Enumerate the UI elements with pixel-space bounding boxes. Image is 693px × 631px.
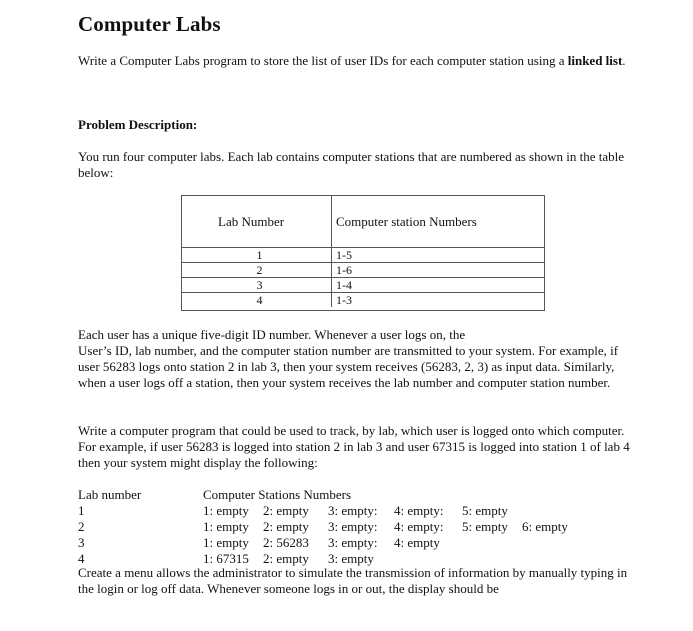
table-header-stations-label: Computer station Numbers — [336, 214, 477, 229]
problem-heading: Problem Description: — [78, 117, 198, 132]
table-row — [182, 277, 544, 292]
listing-cell: 2: empty — [263, 551, 309, 566]
intro-text: Write a Computer Labs program to store the list of user IDs for each computer station using a — [78, 53, 565, 68]
listing-cell: 4: empty: — [394, 503, 444, 518]
listing-header-lab: Lab number — [78, 487, 142, 502]
lab-table — [181, 195, 545, 311]
paragraph-user-ids-rest: User’s ID, lab number, and the computer station number are transmitted to your system. For example, if user 56283 logs onto station 2 in lab 3, then your system receives (56283, 2, 3) as input data. Similarly, when a user logs off a station, then your system receives the lab number and computer station number. — [78, 343, 619, 390]
listing-lab-number: 1 — [78, 503, 85, 518]
intro-period: . — [622, 53, 626, 68]
listing-lab-number: 4 — [78, 551, 85, 566]
table-header-lab-label: Lab Number — [218, 214, 285, 229]
intro-emphasis: linked list — [567, 53, 623, 68]
listing-cell: 5: empty — [462, 519, 508, 534]
table-cell-lab: 4 — [182, 293, 332, 307]
table-cell-lab: 1 — [182, 248, 332, 262]
table-cell-lab: 2 — [182, 263, 332, 277]
table-cell-stations: 1-5 — [336, 248, 352, 262]
listing-lab-number: 3 — [78, 535, 85, 550]
listing-cell: 6: empty — [522, 519, 568, 534]
listing-cell: 2: empty — [263, 519, 309, 534]
listing-cell: 1: empty — [203, 535, 249, 550]
intro-paragraph — [78, 53, 638, 69]
paragraph-menu: Create a menu allows the administrator to simulate the transmission of information by manually typing in the login or log off data. Whenever someone logs in or out, the display should be — [78, 565, 628, 596]
table-cell-lab: 3 — [182, 278, 332, 292]
listing-cell: 3: empty: — [328, 519, 378, 534]
table-cell-stations: 1-6 — [336, 263, 352, 277]
listing-cell: 3: empty: — [328, 503, 378, 518]
table-row — [182, 247, 544, 262]
table-header-stations — [332, 196, 544, 248]
paragraph-tracking: Write a computer program that could be used to track, by lab, which user is logged onto which computer. For example, if user 56283 is logged into station 2 in lab 3 and user 67315 is logged into station 1 of lab 4 then your system might display the following: — [78, 423, 630, 470]
listing-cell: 1: empty — [203, 519, 249, 534]
table-header-lab — [182, 196, 332, 248]
table-cell-stations: 1-4 — [336, 278, 352, 292]
listing-lab-number: 2 — [78, 519, 85, 534]
listing-header-stations: Computer Stations Numbers — [203, 487, 352, 502]
table-cell-stations: 1-3 — [336, 293, 352, 307]
page-title: Computer Labs — [78, 12, 221, 36]
listing-cell: 4: empty — [394, 535, 440, 550]
listing-cell: 2: 56283 — [263, 535, 309, 550]
listing-cell: 4: empty: — [394, 519, 444, 534]
listing-cell: 1: empty — [203, 503, 249, 518]
paragraph-user-ids-line1: Each user has a unique five-digit ID number. Whenever a user logs on, the — [78, 327, 466, 342]
table-row — [182, 262, 544, 277]
listing-cell: 5: empty — [462, 503, 508, 518]
listing-cell: 3: empty: — [328, 535, 378, 550]
listing-cell: 2: empty — [263, 503, 309, 518]
listing-cell: 3: empty — [328, 551, 374, 566]
paragraph-user-ids — [78, 327, 638, 391]
description-paragraph: You run four computer labs. Each lab contains computer stations that are numbered as shown in the table below: — [78, 149, 624, 180]
listing-cell: 1: 67315 — [203, 551, 249, 566]
table-row — [182, 292, 544, 307]
